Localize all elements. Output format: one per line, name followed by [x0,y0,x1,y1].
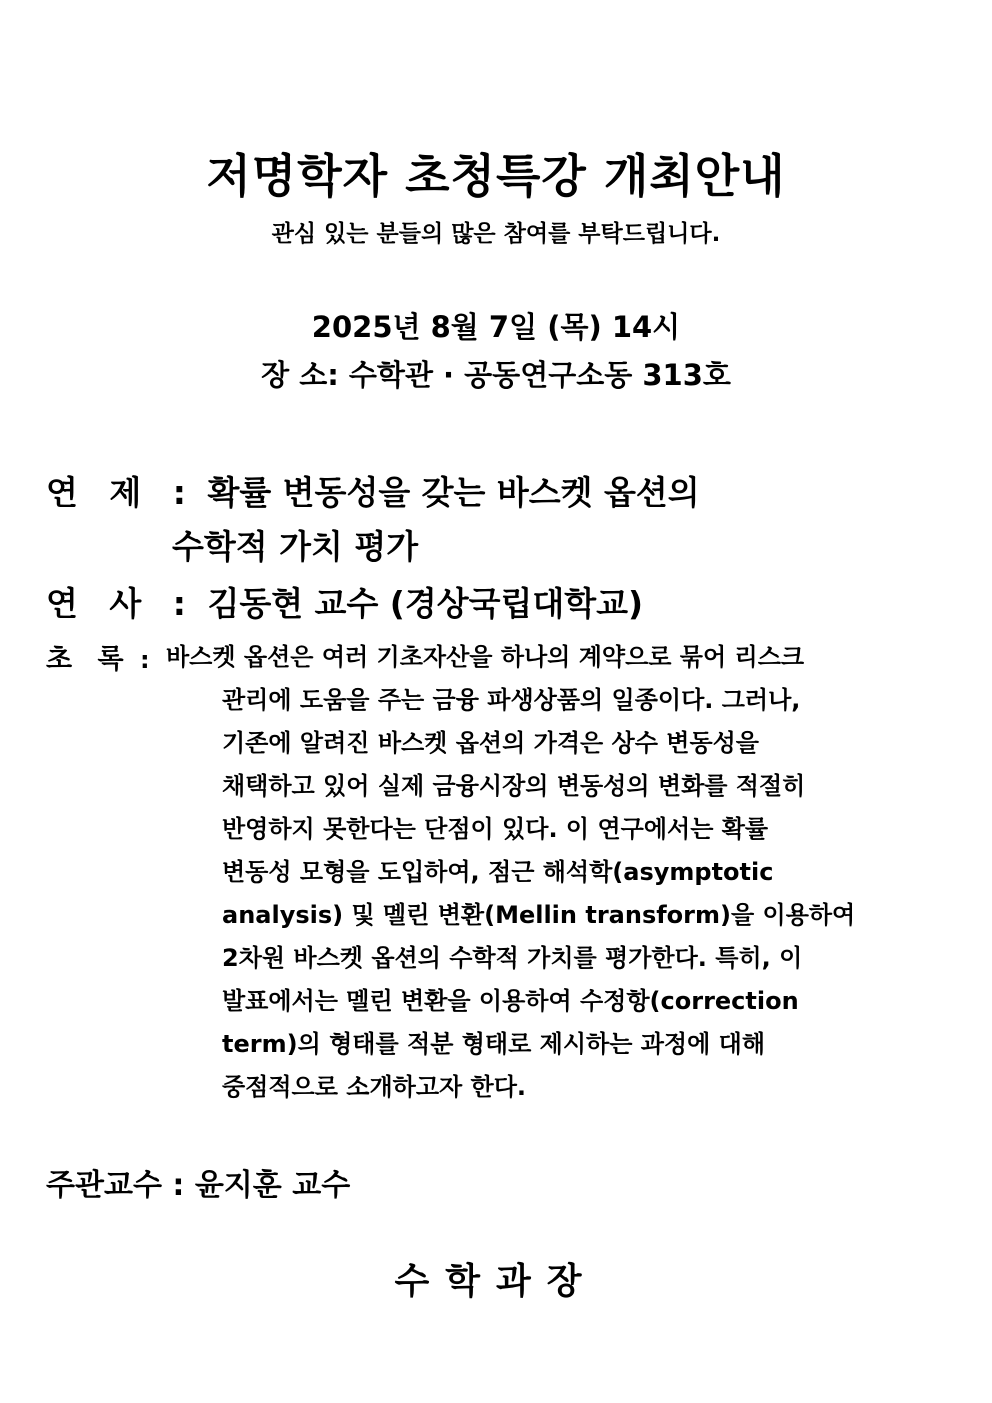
page-subtitle: 관심 있는 분들의 많은 참여를 부탁드립니다. [271,221,721,247]
speaker-label: 연 사 : [46,584,196,623]
location-value: 수학관 · 공동연구소동 313호 [348,358,731,392]
abstract-line: 중점적으로 소개하고자 한다. [222,1073,527,1101]
abstract-line: analysis) 및 멜린 변환(Mellin transform)을 이용하여 [222,901,856,929]
page-title: 저명학자 초청특강 개최안내 [206,149,786,203]
abstract-line: 바스켓 옵션은 여러 기초자산을 하나의 계약으로 묶어 리스크 [166,643,805,671]
abstract-line: 관리에 도움을 주는 금융 파생상품의 일종이다. 그러나, [222,686,801,714]
speaker-value: 김동현 교수 (경상국립대학교) [207,584,644,623]
abstract-line: term)의 형태를 적분 형태로 제시하는 과정에 대해 [222,1030,766,1058]
talk-topic [46,467,700,514]
abstract-label: 초 록 [46,644,132,675]
abstract-heading [46,637,150,676]
host-label: 주관교수 : [46,1168,185,1203]
host-value: 윤지훈 교수 [194,1168,351,1203]
abstract-line: 2차원 바스켓 옵션의 수학적 가치를 평가한다. 특히, 이 [222,944,803,972]
abstract-line: 채택하고 있어 실제 금융시장의 변동성의 변화를 적절히 [222,772,806,800]
topic-line-1: 확률 변동성을 갖는 바스켓 옵션의 [207,473,700,512]
abstract-separator: : [139,646,150,674]
event-datetime: 2025년 8월 7일 (목) 14시 [311,310,681,344]
host-professor [46,1160,350,1204]
talk-speaker [46,578,643,625]
abstract-line: 변동성 모형을 도입하여, 점근 해석학(asymptotic [222,858,774,886]
abstract-line: 반영하지 못한다는 단점이 있다. 이 연구에서는 확률 [222,815,769,843]
abstract-line: 발표에서는 멜린 변환을 이용하여 수정항(correction [222,987,799,1015]
abstract-line: 기존에 알려진 바스켓 옵션의 가격은 상수 변동성을 [222,729,759,757]
location-label: 장 소: [261,358,339,392]
event-location [0,353,992,394]
topic-line-2: 수학적 가치 평가 [172,527,419,566]
department-signature: 수학과장 [394,1261,598,1302]
topic-label: 연 제 : [46,473,196,512]
